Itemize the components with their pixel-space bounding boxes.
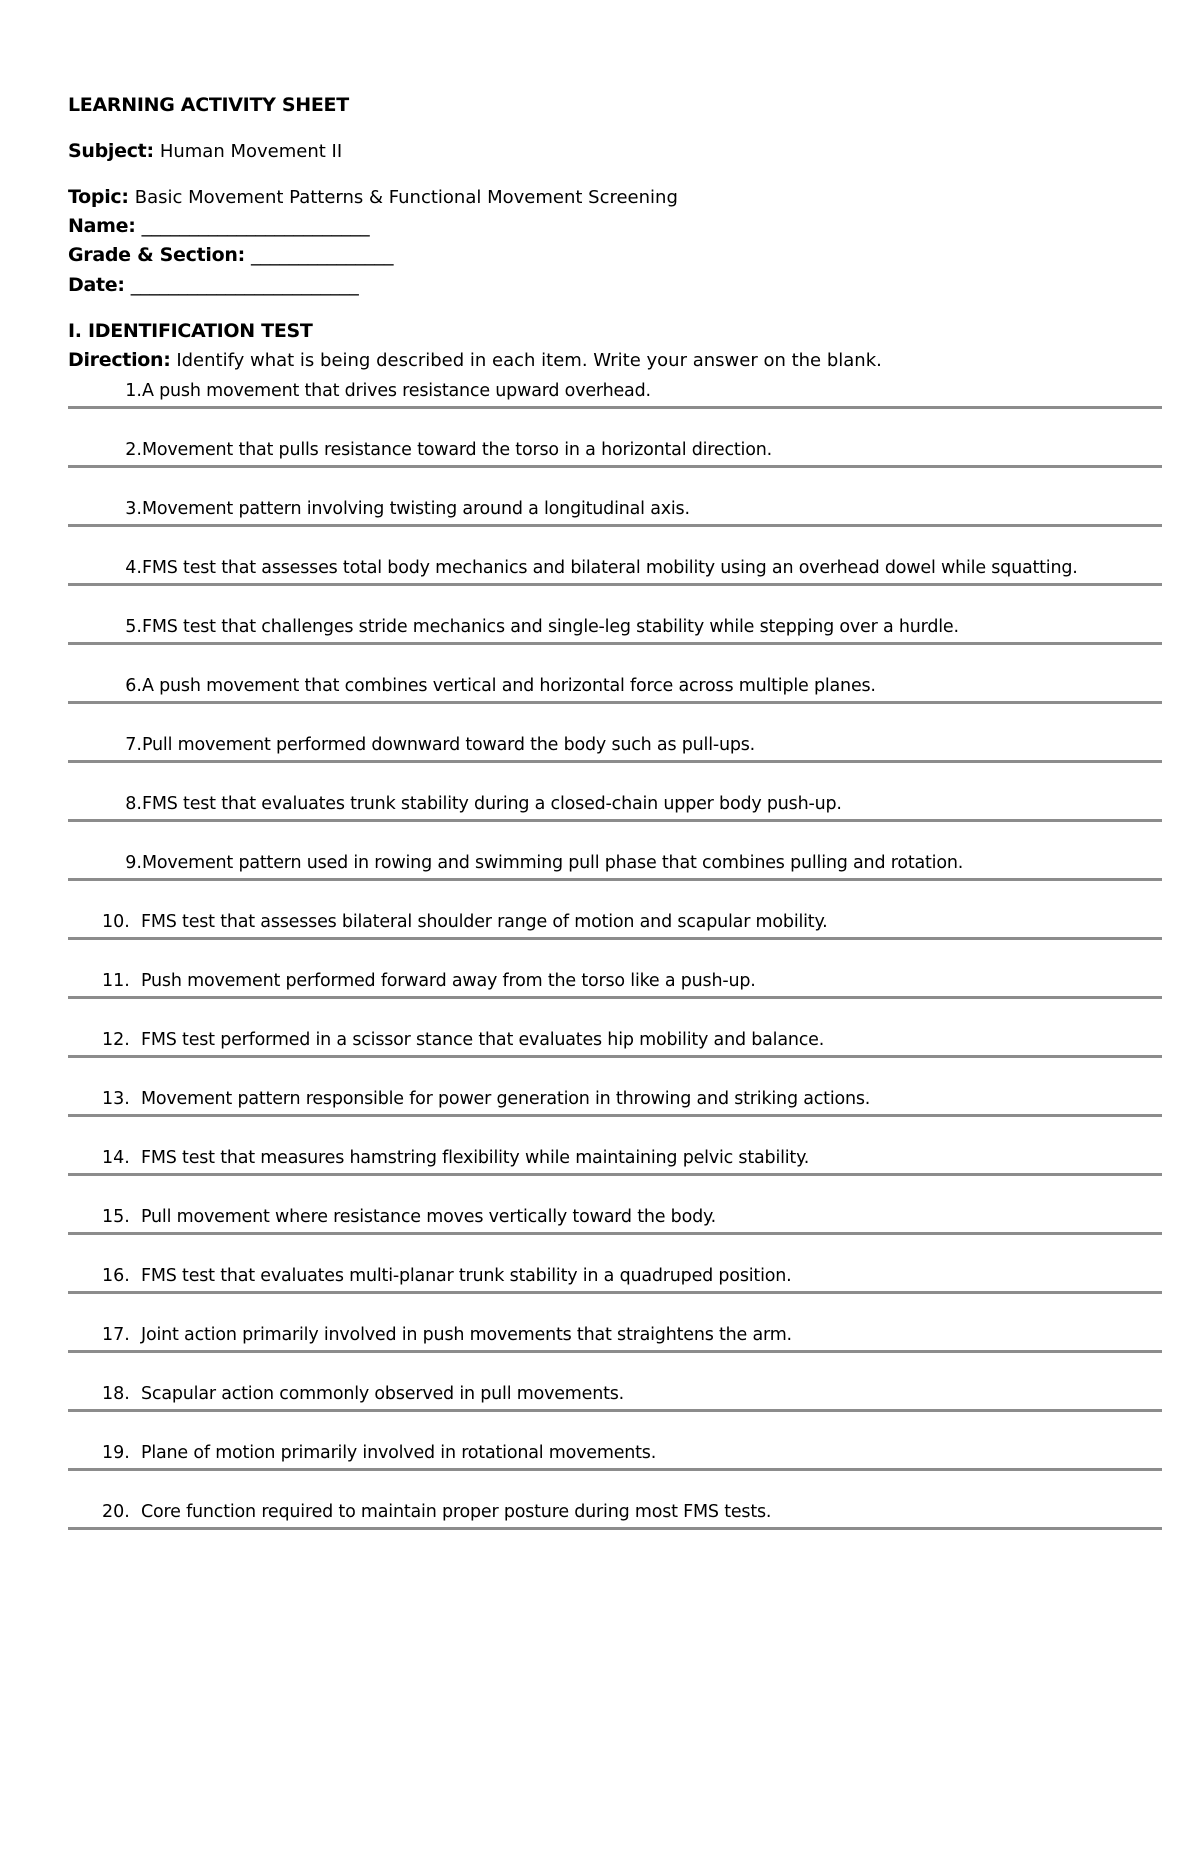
answer-line[interactable]: [68, 701, 1162, 704]
question-text: FMS test that measures hamstring flexibility while maintaining pelvic stability.: [141, 1148, 810, 1168]
question-text: FMS test that assesses bilateral shoulder range of motion and scapular mobility.: [141, 912, 828, 932]
question-number: 18.: [102, 1384, 130, 1404]
question-number: 7.: [125, 735, 142, 755]
question-item: [68, 373, 1162, 432]
answer-line[interactable]: [68, 819, 1162, 822]
question-item: [68, 432, 1162, 491]
question-number: 6.: [125, 676, 142, 696]
direction-text: Identify what is being described in each item. Write your answer on the blank.: [176, 350, 882, 371]
subject-value: Human Movement II: [159, 141, 343, 162]
question-item: [68, 1022, 1162, 1081]
question-item: [68, 786, 1162, 845]
answer-line[interactable]: [68, 642, 1162, 645]
answer-line[interactable]: [68, 1114, 1162, 1117]
question-item: [68, 1376, 1162, 1435]
direction-label: Direction:: [68, 349, 171, 371]
grade-section-blank[interactable]: _______________: [250, 244, 394, 266]
answer-line[interactable]: [68, 406, 1162, 409]
question-text: Plane of motion primarily involved in rotational movements.: [141, 1443, 657, 1463]
question-number: 1.: [125, 381, 142, 401]
sheet-title: LEARNING ACTIVITY SHEET: [68, 94, 349, 116]
question-number: 15.: [102, 1207, 130, 1227]
topic-value: Basic Movement Patterns & Functional Movement Screening: [134, 187, 678, 208]
question-number: 13.: [102, 1089, 130, 1109]
question-item: [68, 963, 1162, 1022]
answer-line[interactable]: [68, 1468, 1162, 1471]
question-text: FMS test that evaluates trunk stability during a closed-chain upper body push-up.: [142, 794, 842, 814]
question-number: 9.: [125, 853, 142, 873]
question-text: A push movement that combines vertical and horizontal force across multiple planes.: [142, 676, 876, 696]
question-text: Joint action primarily involved in push movements that straightens the arm.: [141, 1325, 792, 1345]
question-list: [68, 373, 1162, 1553]
topic-row: [68, 186, 678, 208]
answer-line[interactable]: [68, 465, 1162, 468]
question-item: [68, 1140, 1162, 1199]
name-row: [68, 215, 370, 237]
answer-line[interactable]: [68, 524, 1162, 527]
question-item: [68, 1081, 1162, 1140]
subject-label: Subject:: [68, 140, 154, 162]
answer-line[interactable]: [68, 1232, 1162, 1235]
question-number: 17.: [102, 1325, 130, 1345]
question-number: 16.: [102, 1266, 130, 1286]
question-text: Core function required to maintain proper posture during most FMS tests.: [141, 1502, 772, 1522]
answer-line[interactable]: [68, 1527, 1162, 1530]
answer-line[interactable]: [68, 1291, 1162, 1294]
section-heading: I. IDENTIFICATION TEST: [68, 320, 313, 342]
question-text: FMS test that challenges stride mechanics and single-leg stability while stepping over a hurdle.: [142, 617, 959, 637]
question-item: [68, 845, 1162, 904]
question-text: FMS test performed in a scissor stance that evaluates hip mobility and balance.: [141, 1030, 825, 1050]
question-text: Pull movement performed downward toward the body such as pull-ups.: [142, 735, 756, 755]
question-number: 4.: [125, 558, 142, 578]
question-number: 14.: [102, 1148, 130, 1168]
name-blank[interactable]: ________________________: [141, 215, 370, 237]
question-item: [68, 1494, 1162, 1553]
answer-line[interactable]: [68, 583, 1162, 586]
answer-line[interactable]: [68, 878, 1162, 881]
question-number: 10.: [102, 912, 130, 932]
question-number: 20.: [102, 1502, 130, 1522]
question-text: Movement pattern responsible for power generation in throwing and striking actions.: [141, 1089, 871, 1109]
date-label: Date:: [68, 274, 125, 296]
question-item: [68, 550, 1162, 609]
direction-row: [68, 349, 882, 371]
question-text: Movement pattern used in rowing and swimming pull phase that combines pulling and rotation.: [142, 853, 964, 873]
date-row: [68, 274, 359, 296]
question-text: Pull movement where resistance moves vertically toward the body.: [141, 1207, 717, 1227]
question-number: 19.: [102, 1443, 130, 1463]
question-item: [68, 609, 1162, 668]
question-number: 5.: [125, 617, 142, 637]
answer-line[interactable]: [68, 1350, 1162, 1353]
answer-line[interactable]: [68, 1409, 1162, 1412]
question-item: [68, 1258, 1162, 1317]
question-text: Movement that pulls resistance toward the torso in a horizontal direction.: [142, 440, 772, 460]
answer-line[interactable]: [68, 937, 1162, 940]
question-item: [68, 1199, 1162, 1258]
question-item: [68, 1317, 1162, 1376]
question-text: Movement pattern involving twisting around a longitudinal axis.: [142, 499, 690, 519]
question-number: 12.: [102, 1030, 130, 1050]
question-text: FMS test that assesses total body mechanics and bilateral mobility using an overhead dowel while squatting.: [142, 558, 1078, 578]
question-number: 3.: [125, 499, 142, 519]
date-blank[interactable]: ________________________: [130, 274, 359, 296]
question-text: Push movement performed forward away from the torso like a push-up.: [141, 971, 756, 991]
topic-label: Topic:: [68, 186, 129, 208]
subject-row: [68, 140, 342, 162]
answer-line[interactable]: [68, 1055, 1162, 1058]
question-item: [68, 668, 1162, 727]
question-text: Scapular action commonly observed in pull movements.: [141, 1384, 625, 1404]
question-text: A push movement that drives resistance upward overhead.: [142, 381, 651, 401]
answer-line[interactable]: [68, 760, 1162, 763]
question-number: 11.: [102, 971, 130, 991]
question-item: [68, 1435, 1162, 1494]
question-item: [68, 491, 1162, 550]
answer-line[interactable]: [68, 1173, 1162, 1176]
question-item: [68, 904, 1162, 963]
answer-line[interactable]: [68, 996, 1162, 999]
question-number: 8.: [125, 794, 142, 814]
grade-section-label: Grade & Section:: [68, 244, 245, 266]
grade-section-row: [68, 244, 393, 266]
question-number: 2.: [125, 440, 142, 460]
name-label: Name:: [68, 215, 136, 237]
question-item: [68, 727, 1162, 786]
question-text: FMS test that evaluates multi-planar trunk stability in a quadruped position.: [141, 1266, 792, 1286]
